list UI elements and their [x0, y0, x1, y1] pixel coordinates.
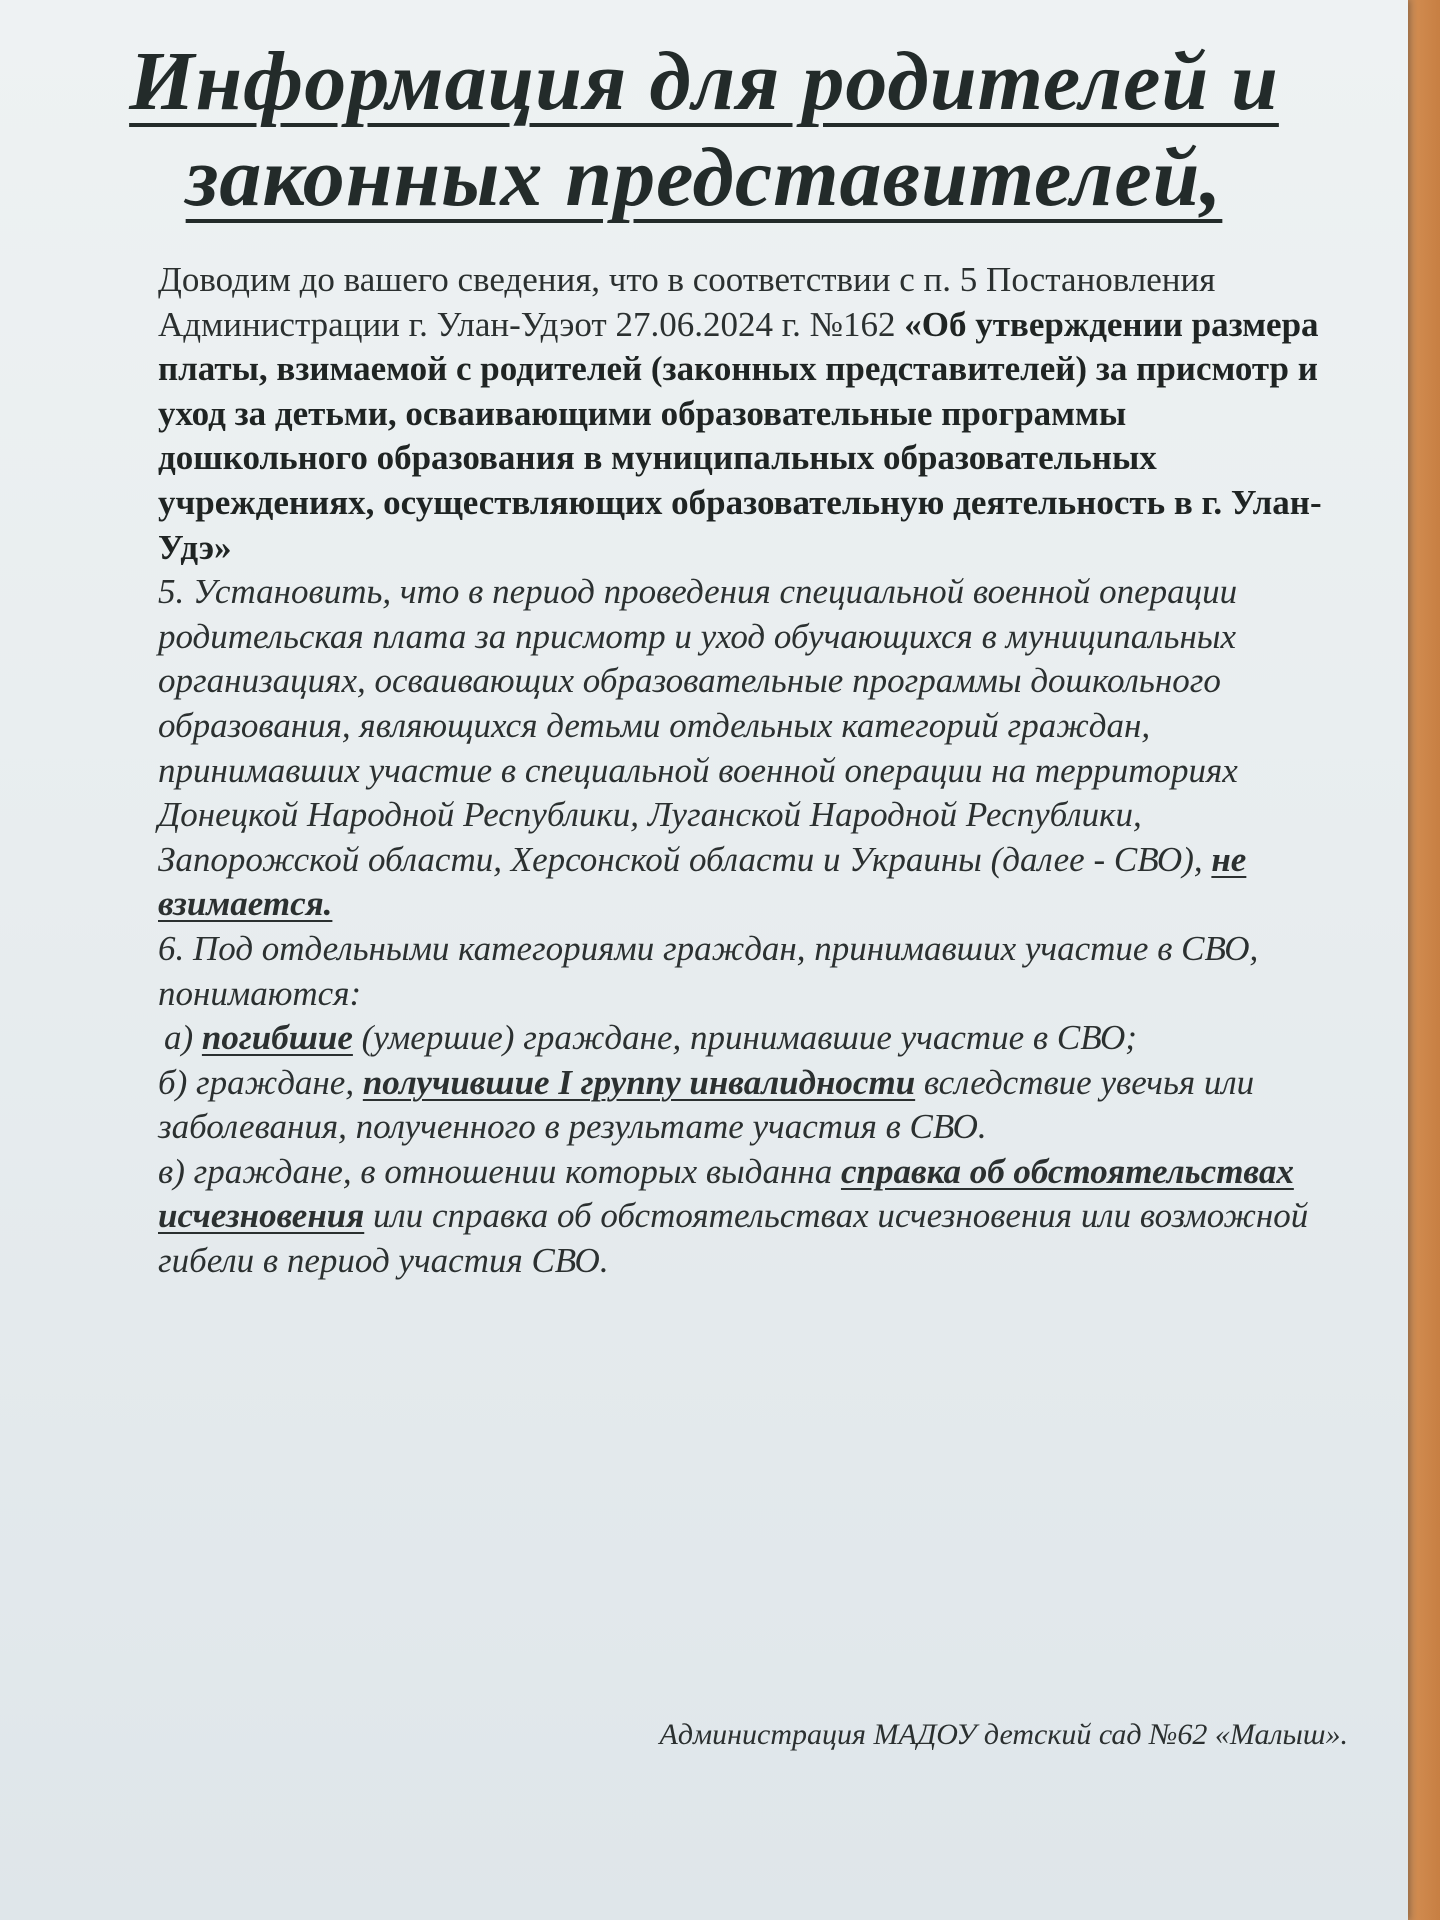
item-a-emphasis: погибшие [201, 1018, 353, 1058]
item-b-rest: вследствие увечья или заболевания, полученного в результате участия в СВО. [158, 1062, 1255, 1147]
clause-5 [158, 570, 1338, 927]
notice-title-text-1: Информация для родителей и [129, 35, 1279, 128]
item-b-emphasis: получившие I группу инвалидности [362, 1062, 916, 1102]
clause-6 [158, 927, 1338, 1016]
clause-6-item-a [158, 1016, 1338, 1061]
intro-text: Доводим до вашего сведения, что в соответствии с п. 5 Постановления Администрации г. Улан-Удэот 27.06.2024 г. №162 [158, 260, 1216, 344]
clause-5-text: 5. Установить, что в период проведения специальной военной операции родительская плата за присмотр и уход обучающихся в муниципальных организациях, осваивающих образовательные программы дошкольного образования, являющихся детьми отдельных категорий граждан, принимавших участие в специальной военной операции на территориях Донецкой Народной Республики, Луганской Народной Республики, Запорожской области, Херсонской области и Украины (далее - СВО), [158, 572, 1238, 879]
decree-title: «Об утверждении размера платы, взимаемой с родителей (законных представителей) за присмотр и уход за детьми, осваивающими образовательные программы дошкольного образования в муниципальных образовательных учреждениях, осуществляющих образовательную деятельность в г. Улан-Удэ» [158, 304, 1322, 567]
item-a-prefix: а) [164, 1018, 202, 1058]
notice-body [158, 258, 1338, 1284]
clause-6-item-b [158, 1061, 1338, 1150]
intro-paragraph [158, 258, 1338, 570]
clause-6-item-c [158, 1150, 1338, 1284]
item-c-prefix: в) граждане, в отношении которых выданна [158, 1151, 841, 1191]
item-c-rest: или справка об обстоятельствах исчезновения или возможной гибели в период участия СВО. [158, 1196, 1309, 1281]
item-b-prefix: б) граждане, [158, 1062, 363, 1102]
notice-title-line-2 [0, 130, 1408, 226]
signature: Администрация МАДОУ детский сад №62 «Малыш». [659, 1718, 1348, 1751]
notice-title-text-2: законных представителей, [185, 131, 1223, 224]
notice-title-line-1 [0, 34, 1408, 130]
clause-5-emphasis: не взимается. [158, 839, 1247, 924]
item-a-rest: (умершие) граждане, принимавшие участие в СВО; [352, 1018, 1137, 1058]
clause-6-text: 6. Под отдельными категориями граждан, принимавших участие в СВО, понимаются: [158, 928, 1259, 1013]
item-c-emphasis: справка об обстоятельствах исчезновения [158, 1151, 1294, 1236]
